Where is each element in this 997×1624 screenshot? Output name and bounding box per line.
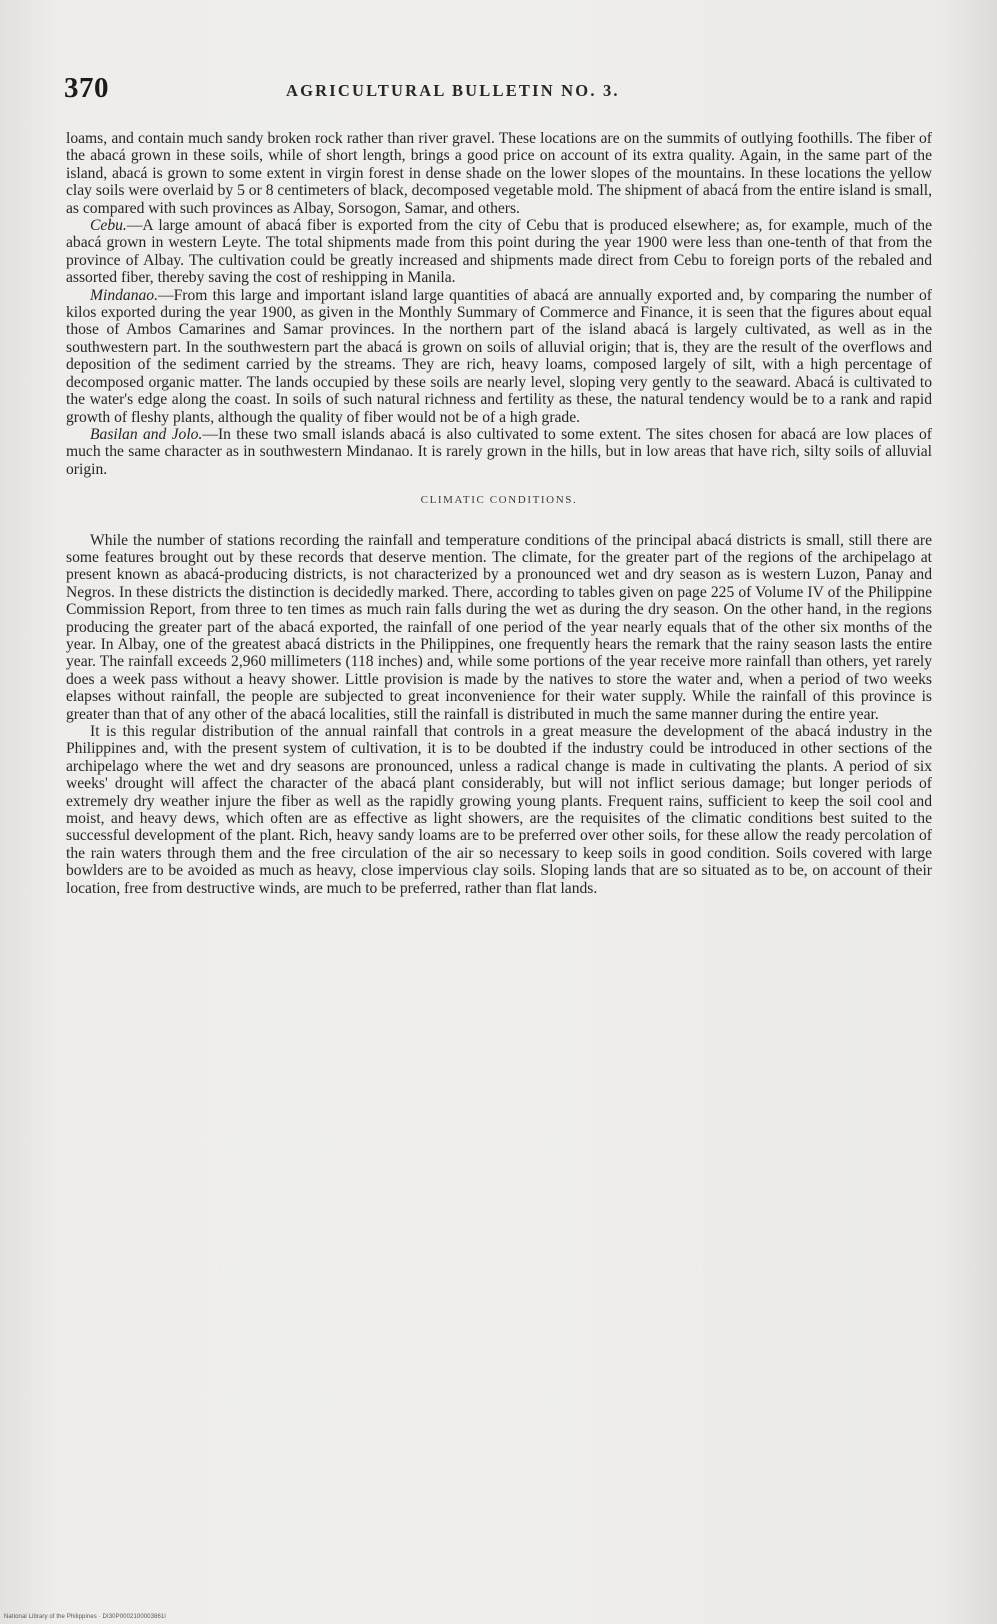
page-number: 370 [64,72,109,104]
run-in-heading-cebu: Cebu. [90,217,127,235]
section-heading-climatic-conditions: CLIMATIC CONDITIONS. [420,494,578,507]
paragraph-mindanao [66,287,932,426]
scan-footer-note: National Library of the Philippines · DI30P0002100003861l [4,1614,166,1620]
page-header [64,72,934,112]
paragraph-climate-1: While the number of stations recording the rainfall and temperature conditions of the principal abacá districts is small, still there are some features brought out by these records that deserve mention. The climate, for the greater part of the regions of the archipelago at present known as abacá-producing districts, is not characterized by a pronounced wet and dry season as is western Luzon, Panay and Negros. In these districts the distinction is decidedly marked. There, according to tables given on page 225 of Volume IV of the Philippine Commission Report, from three to ten times as much rain falls during the wet as during the dry season. On the other hand, in the regions producing the greater part of the abacá exported, the rainfall of one period of the year nearly equals that of the other six months of the year. In Albay, one of the greatest abacá districts in the Philippines, one frequently hears the remark that the rainy season lasts the entire year. The rainfall exceeds 2,960 millimeters (118 inches) and, while some portions of the year receive more rainfall than others, yet rarely does a week pass without a heavy shower. Little provision is made by the natives to store the water and, when a period of two weeks elapses without rainfall, the people are subjected to great inconvenience for their water supply. While the rainfall of this province is greater than that of any other of the abacá localities, still the rainfall is distributed in much the same manner during the entire year. [66,531,932,723]
paragraph-mindanao-text: —From this large and important island large quantities of abacá are annually exported and, by comparing the number of kilos exported during the year 1900, as given in the Monthly Summary of Commerce and Finance, it is seen that the figures about equal those of Ambos Camarines and Samar provinces. In the northern part of the island abacá is largely cultivated, as well as in the southwestern part. In the southwestern part the abacá is grown on soils of alluvial origin; that is, they are the result of the overflows and deposition of the sediment carried by the streams. They are rich, heavy loams, composed largely of silt, with a high percentage of decomposed organic matter. The lands occupied by these soils are nearly level, sloping very gently to the seaward. Abacá is cultivated to the water's edge along the coast. In soils of such natural richness and fertility as these, the natural tendency would be to a rank and rapid growth of fleshy plants, although the quality of fiber would not be of a high grade. [66,286,932,426]
run-in-heading-basilan-jolo: Basilan and Jolo. [90,425,203,443]
paragraph-cebu-text: —A large amount of abacá fiber is exported from the city of Cebu that is produced elsewhere; as, for example, much of the abacá grown in western Leyte. The total shipments made from this point during the year 1900 were less than one-tenth of that from the province of Albay. The cultivation could be greatly increased and shipments made direct from Cebu to foreign ports of the rebaled and assorted fiber, thereby saving the cost of reshipping in Manila. [66,217,932,287]
paragraph-basilan-jolo-text: —In these two small islands abacá is also cultivated to some extent. The sites chosen for abacá are low places of much the same character as in southwestern Mindanao. It is rarely grown in the hills, but in low areas that have rich, silty soils of alluvial origin. [66,425,932,478]
body-text [66,130,932,897]
paragraph-climate-2: It is this regular distribution of the annual rainfall that controls in a great measure the development of the abacá industry in the Philippines and, with the present system of cultivation, it is to be doubted if the industry could be introduced in other sections of the archipelago where the wet and dry seasons are pronounced, unless a radical change is made in cultivating the plants. A period of six weeks' drought will affect the character of the abacá plant considerably, but will not inflict serious damage; but longer periods of extremely dry weather injure the fiber as well as the rapidly growing young plants. Frequent rains, sufficient to keep the soil cool and moist, and heavy dews, which often are as effective as light showers, are the requisites of the climatic conditions best suited to the successful development of the plant. Rich, heavy sandy loams are to be preferred over other soils, for these allow the ready percolation of the rain waters through them and the free circulation of the air so necessary to keep soils in good condition. Soils covered with large bowlders are to be avoided as much as heavy, close impervious clay soils. Sloping lands that are so situated as to be, on account of their location, free from destructive winds, are much to be preferred, rather than flat lands. [66,723,932,897]
paragraph-cebu [66,217,932,287]
run-in-heading-mindanao: Mindanao. [90,286,159,304]
paragraph-basilan-jolo [66,426,932,478]
running-head: AGRICULTURAL BULLETIN NO. 3. [286,81,620,100]
paragraph-continued: loams, and contain much sandy broken rock rather than river gravel. These locations are on the summits of outlying foothills. The fiber of the abacá grown in these soils, while of short length, brings a good price on account of its extra quality. Again, in the same part of the island, abacá is grown to some extent in virgin forest in dense shade on the lower slopes of the mountains. In these locations the yellow clay soils were overlaid by 5 or 8 centimeters of black, decomposed vegetable mold. The shipment of abacá from the entire island is small, as compared with such provinces as Albay, Sorsogon, Samar, and others. [66,130,932,217]
